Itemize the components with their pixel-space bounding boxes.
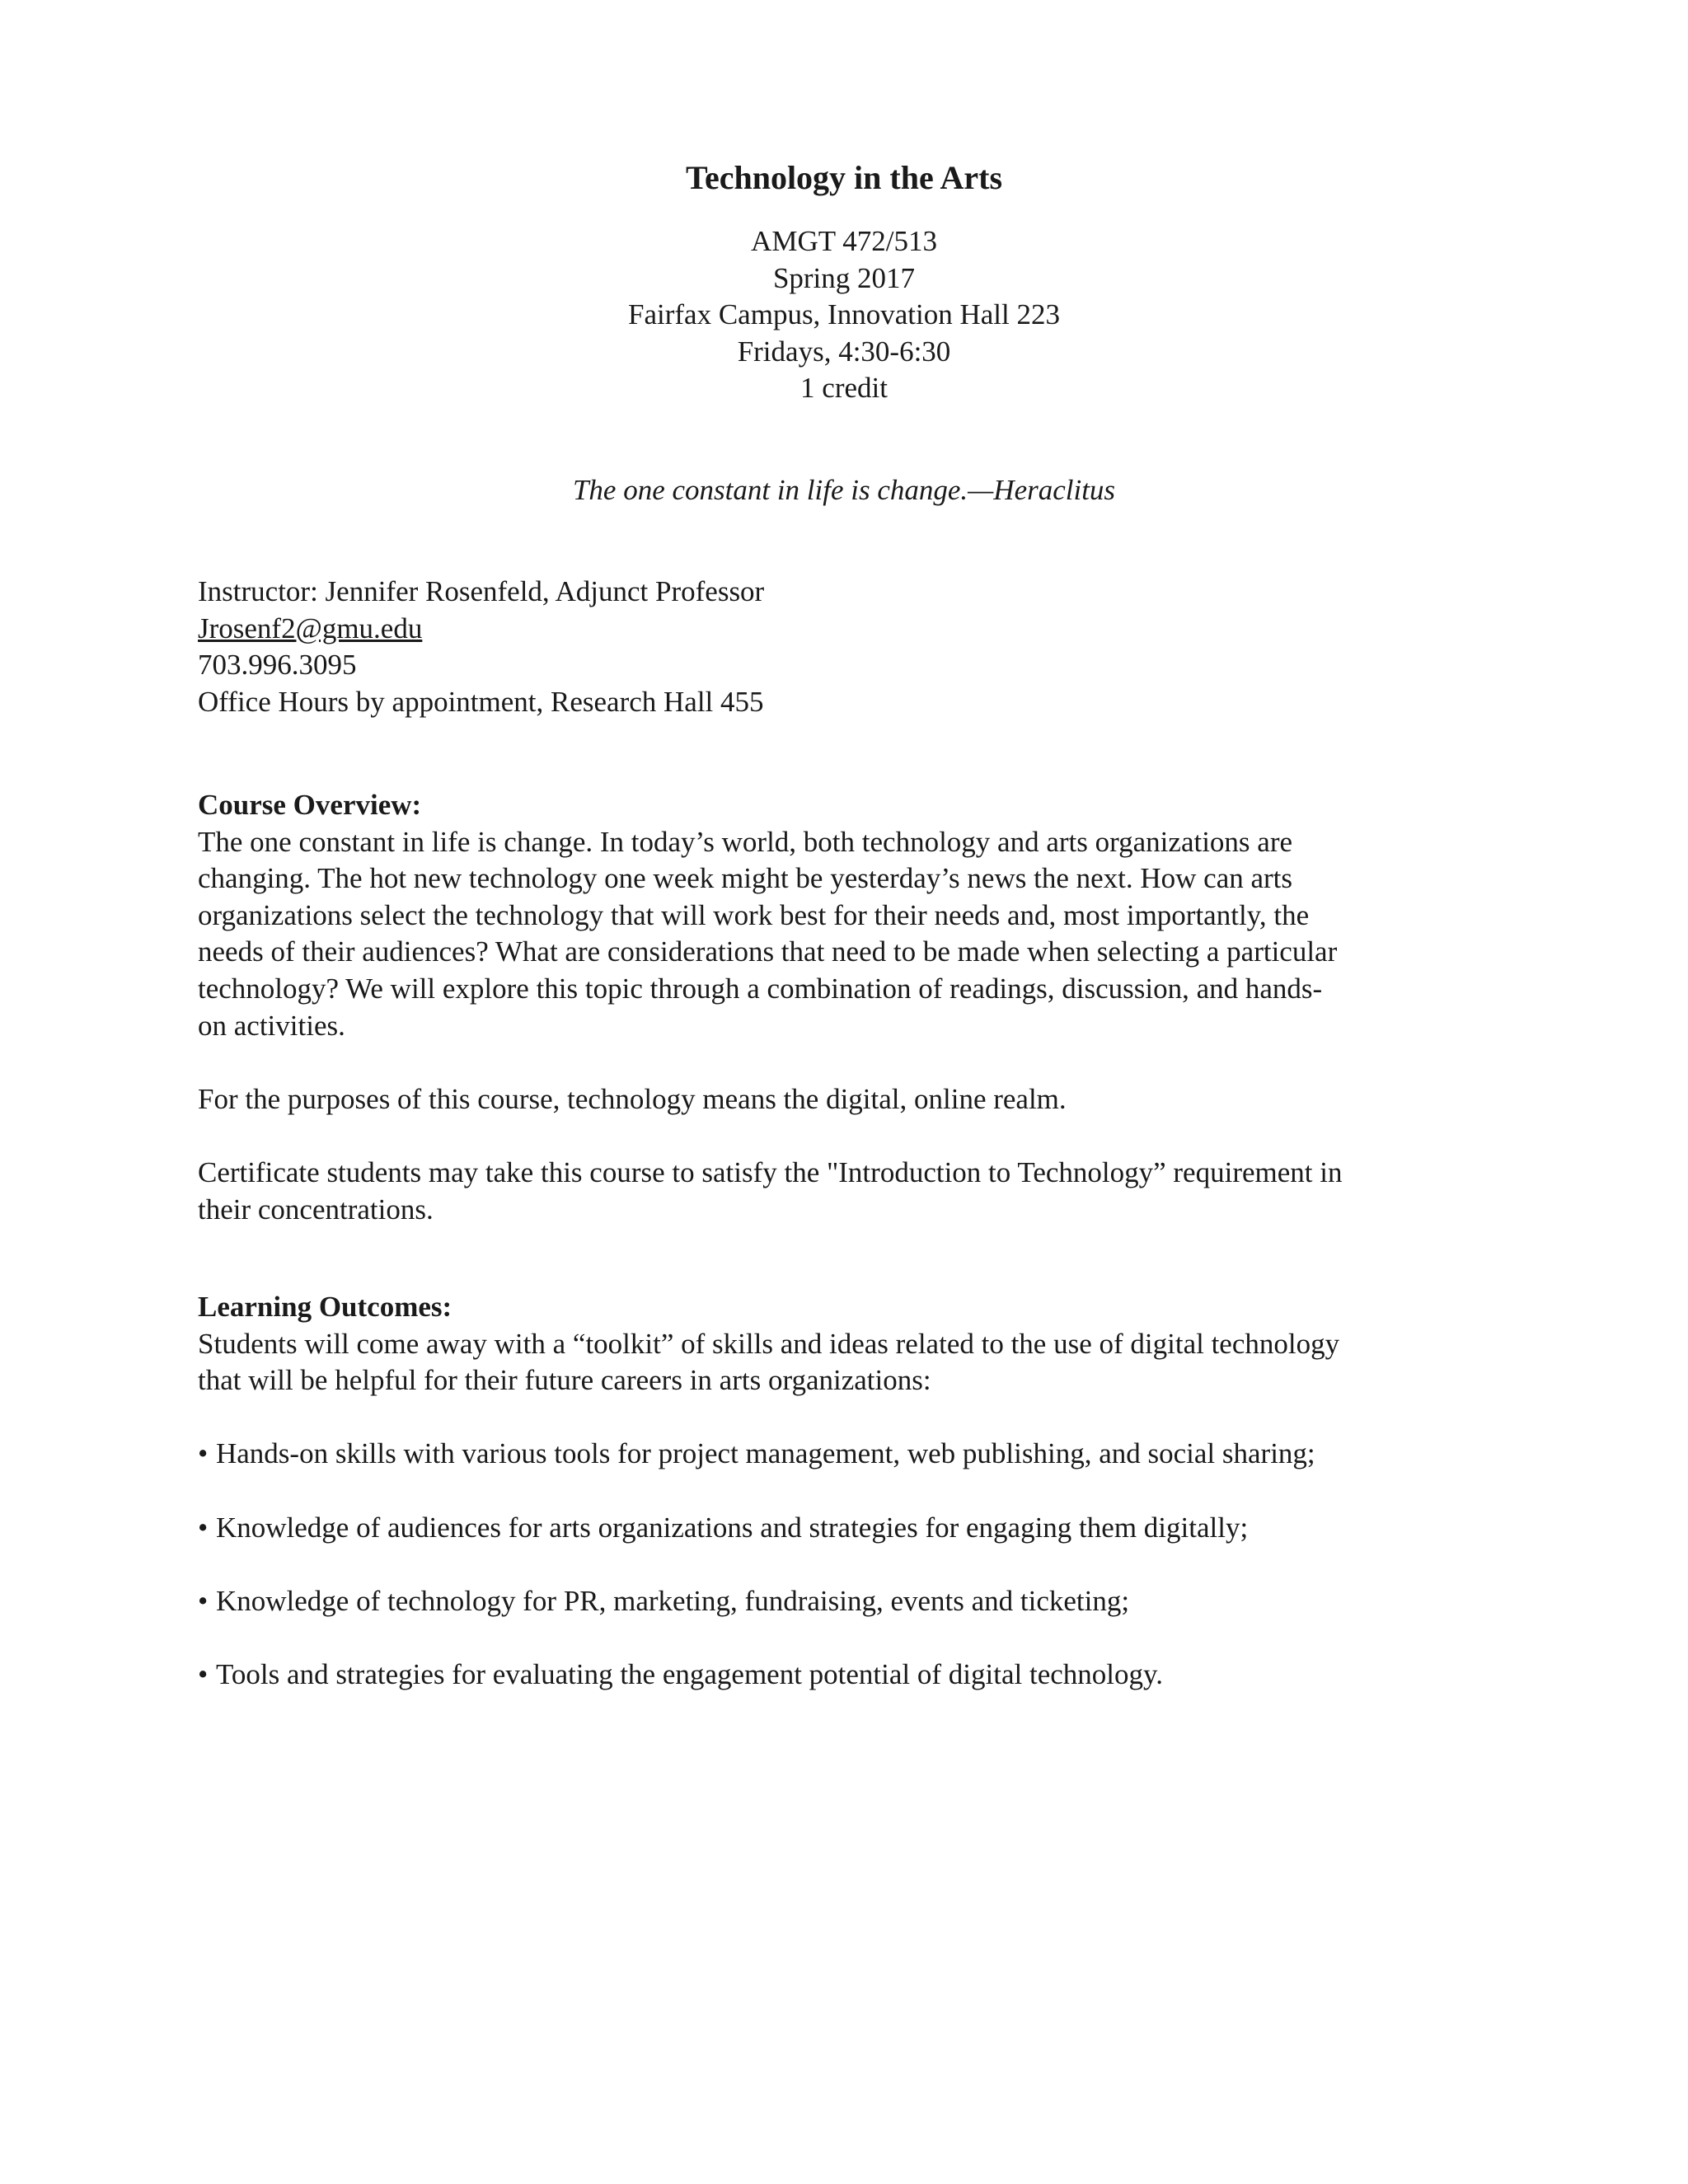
outcome-text: Knowledge of technology for PR, marketing, fundraising, events and ticketing; — [216, 1584, 1130, 1617]
instructor-block — [198, 574, 1500, 720]
course-code: AMGT 472/513 — [751, 225, 937, 257]
overview-line: The one constant in life is change. In today’s world, both technology and arts organizations are — [198, 825, 1293, 858]
outcome-bullet-item — [198, 1657, 1500, 1694]
technology-definition: For the purposes of this course, technology means the digital, online realm. — [198, 1082, 1067, 1115]
outcome-text: Tools and strategies for evaluating the engagement potential of digital technology. — [216, 1657, 1163, 1690]
bullet-icon: • — [198, 1511, 209, 1544]
overview-line: organizations select the technology that will work best for their needs and, most importantly, the — [198, 898, 1310, 931]
bullet-icon: • — [198, 1584, 209, 1617]
overview-line: changing. The hot new technology one week might be yesterday’s news the next. How can arts — [198, 862, 1293, 895]
course-credits: 1 credit — [800, 372, 888, 405]
outcome-bullet-item — [198, 1583, 1500, 1620]
instructor-name: Instructor: Jennifer Rosenfeld, Adjunct Professor — [198, 575, 765, 607]
epigraph-quote: The one constant in life is change.—Heraclitus — [572, 474, 1116, 506]
course-overview-heading: Course Overview: — [198, 789, 422, 821]
course-header — [0, 157, 1688, 407]
outcome-bullet-item — [198, 1510, 1500, 1547]
outcomes-intro-line: that will be helpful for their future careers in arts organizations: — [198, 1364, 931, 1397]
outcome-text: Hands-on skills with various tools for project management, web publishing, and social sharing; — [216, 1437, 1315, 1470]
instructor-office-hours: Office Hours by appointment, Research Hall 455 — [198, 685, 764, 718]
learning-outcomes-section — [198, 1289, 1500, 1694]
overview-line: needs of their audiences? What are considerations that need to be made when selecting a particular — [198, 935, 1338, 968]
course-term: Spring 2017 — [772, 261, 916, 294]
outcomes-intro-line: Students will come away with a “toolkit” of skills and ideas related to the use of digital technology — [198, 1327, 1340, 1360]
bullet-icon: • — [198, 1437, 209, 1470]
course-overview-section — [198, 787, 1500, 1228]
instructor-email-link[interactable]: Jrosenf2@gmu.edu — [198, 612, 423, 644]
outcome-bullet-item — [198, 1436, 1500, 1473]
course-location: Fairfax Campus, Innovation Hall 223 — [628, 298, 1060, 331]
certificate-note-line: Certificate students may take this course to satisfy the "Introduction to Technology” requirement in — [198, 1155, 1343, 1188]
learning-outcomes-heading: Learning Outcomes: — [198, 1291, 452, 1323]
course-title: Technology in the Arts — [685, 159, 1003, 196]
outcome-text: Knowledge of audiences for arts organizations and strategies for engaging them digitally; — [216, 1511, 1249, 1544]
instructor-phone: 703.996.3095 — [198, 649, 357, 682]
certificate-note-line: their concentrations. — [198, 1193, 434, 1226]
bullet-icon: • — [198, 1657, 209, 1690]
course-schedule: Fridays, 4:30-6:30 — [737, 335, 951, 368]
overview-line: technology? We will explore this topic through a combination of readings, discussion, and hands- — [198, 972, 1323, 1005]
overview-line: on activities. — [198, 1009, 345, 1042]
